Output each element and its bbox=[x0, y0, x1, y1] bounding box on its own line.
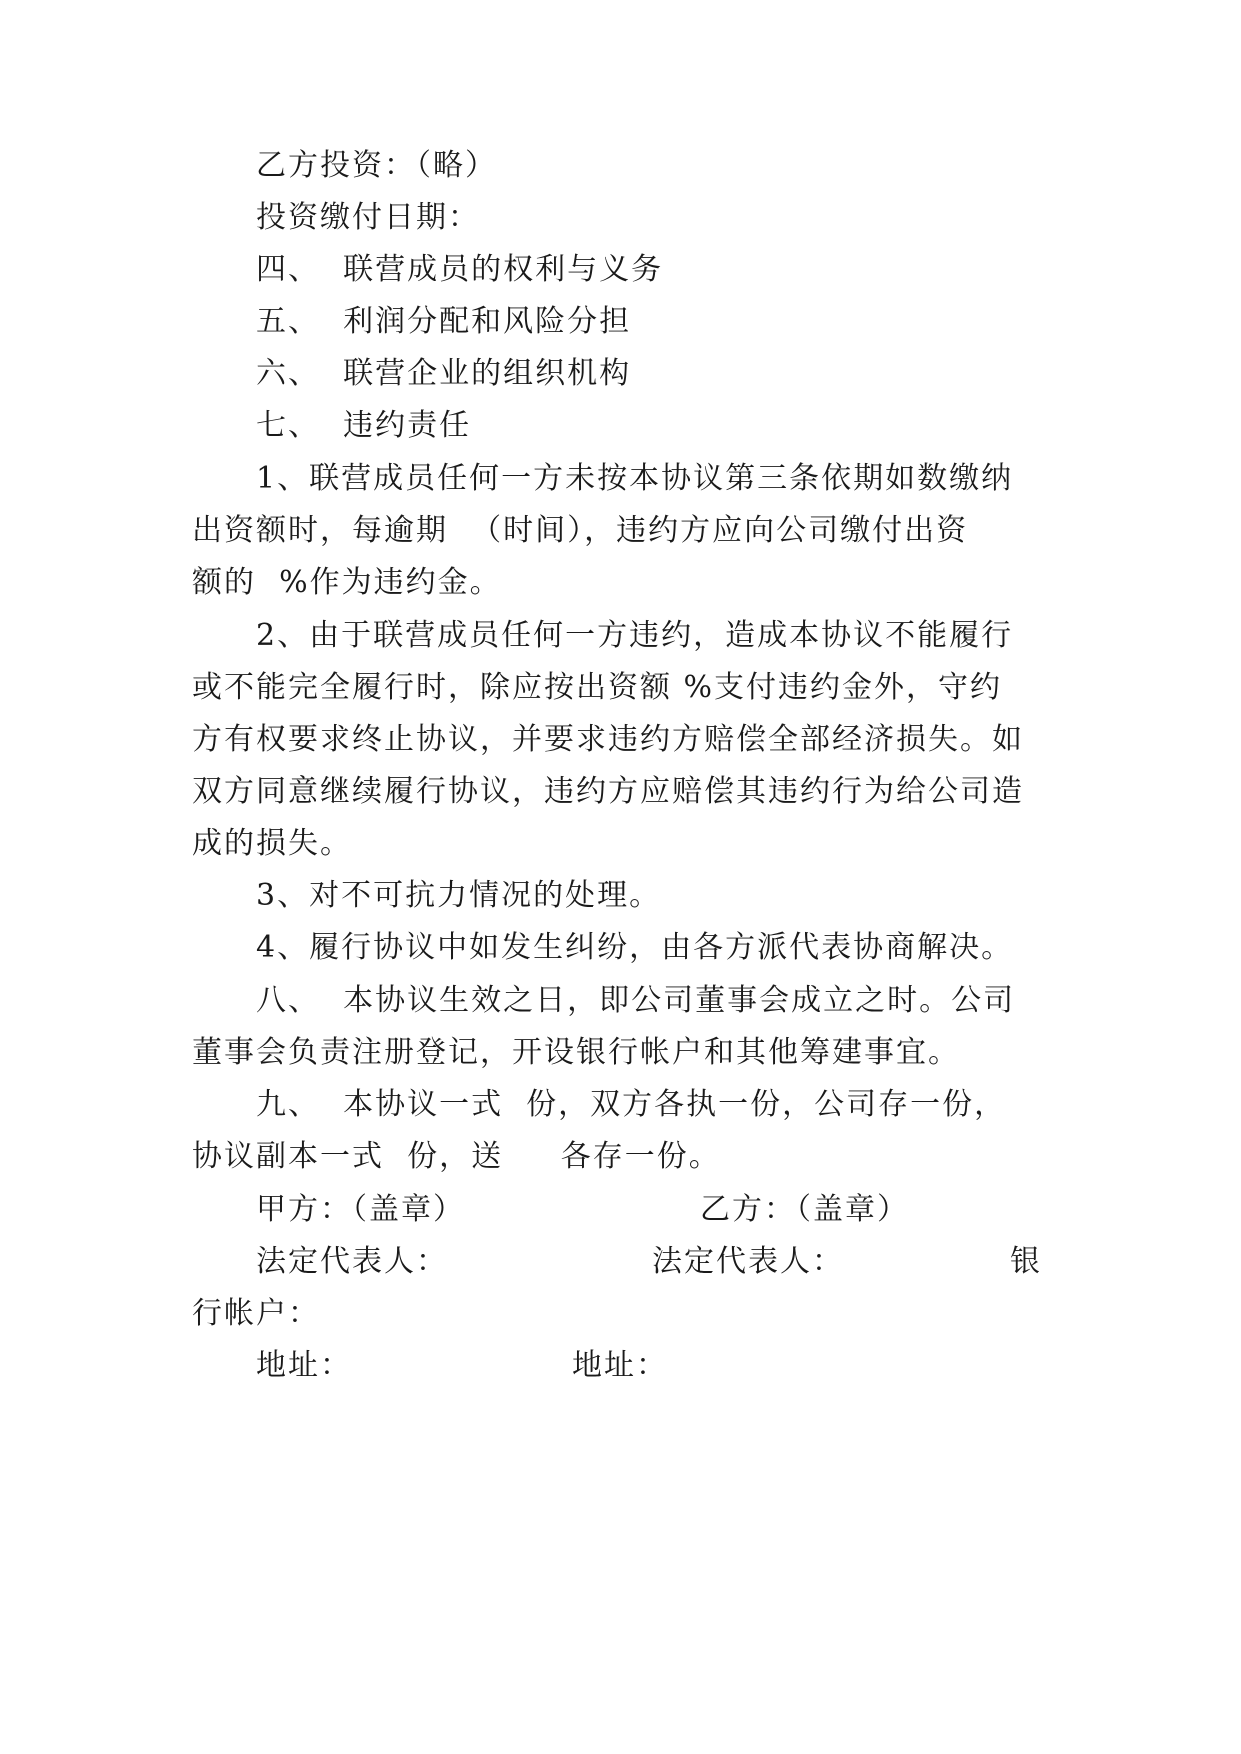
text-line: 1、联营成员任何一方未按本协议第三条依期如数缴纳 bbox=[256, 461, 1014, 496]
party-a-address: 地址： bbox=[256, 1348, 352, 1383]
section-heading: 五、 利润分配和风险分担 bbox=[256, 304, 632, 339]
party-b-representative: 法定代表人： bbox=[652, 1244, 844, 1279]
section-heading: 四、 联营成员的权利与义务 bbox=[256, 252, 664, 287]
text-line: 或不能完全履行时，除应按出资额 %支付违约金外，守约 bbox=[192, 670, 1003, 705]
text-line: 成的损失。 bbox=[192, 826, 352, 861]
text-line: 出资额时，每逾期 （时间），违约方应向公司缴付出资 bbox=[192, 513, 969, 548]
text-line: 八、 本协议生效之日，即公司董事会成立之时。公司 bbox=[256, 983, 1016, 1018]
section-heading: 七、 违约责任 bbox=[256, 408, 472, 443]
text-line: 2、由于联营成员任何一方违约，造成本协议不能履行 bbox=[256, 618, 1014, 653]
text-line: 董事会负责注册登记，开设银行帐户和其他筹建事宜。 bbox=[192, 1035, 960, 1070]
text-line: 投资缴付日期： bbox=[256, 200, 480, 235]
party-b-seal: 乙方：（盖章） bbox=[700, 1192, 909, 1227]
party-b-address: 地址： bbox=[572, 1348, 668, 1383]
party-a-seal: 甲方：（盖章） bbox=[256, 1192, 465, 1227]
text-line: 九、 本协议一式 份，双方各执一份，公司存一份， bbox=[256, 1087, 1007, 1122]
text-line: 双方同意继续履行协议，违约方应赔偿其违约行为给公司造 bbox=[192, 774, 1024, 809]
text-line: 额的 %作为违约金。 bbox=[192, 565, 502, 600]
text-line: 方有权要求终止协议，并要求违约方赔偿全部经济损失。如 bbox=[192, 722, 1024, 757]
text-line: 4、履行协议中如发生纠纷，由各方派代表协商解决。 bbox=[256, 930, 1014, 965]
party-a-representative: 法定代表人： bbox=[256, 1244, 448, 1279]
section-heading: 六、 联营企业的组织机构 bbox=[256, 356, 632, 391]
bank-account-label-part: 银 bbox=[1010, 1244, 1042, 1279]
text-line: 3、对不可抗力情况的处理。 bbox=[256, 878, 662, 913]
bank-account-label: 行帐户： bbox=[192, 1296, 320, 1331]
text-line: 协议副本一式 份，送 各存一份。 bbox=[192, 1139, 721, 1174]
text-line: 乙方投资：（略） bbox=[256, 148, 497, 183]
